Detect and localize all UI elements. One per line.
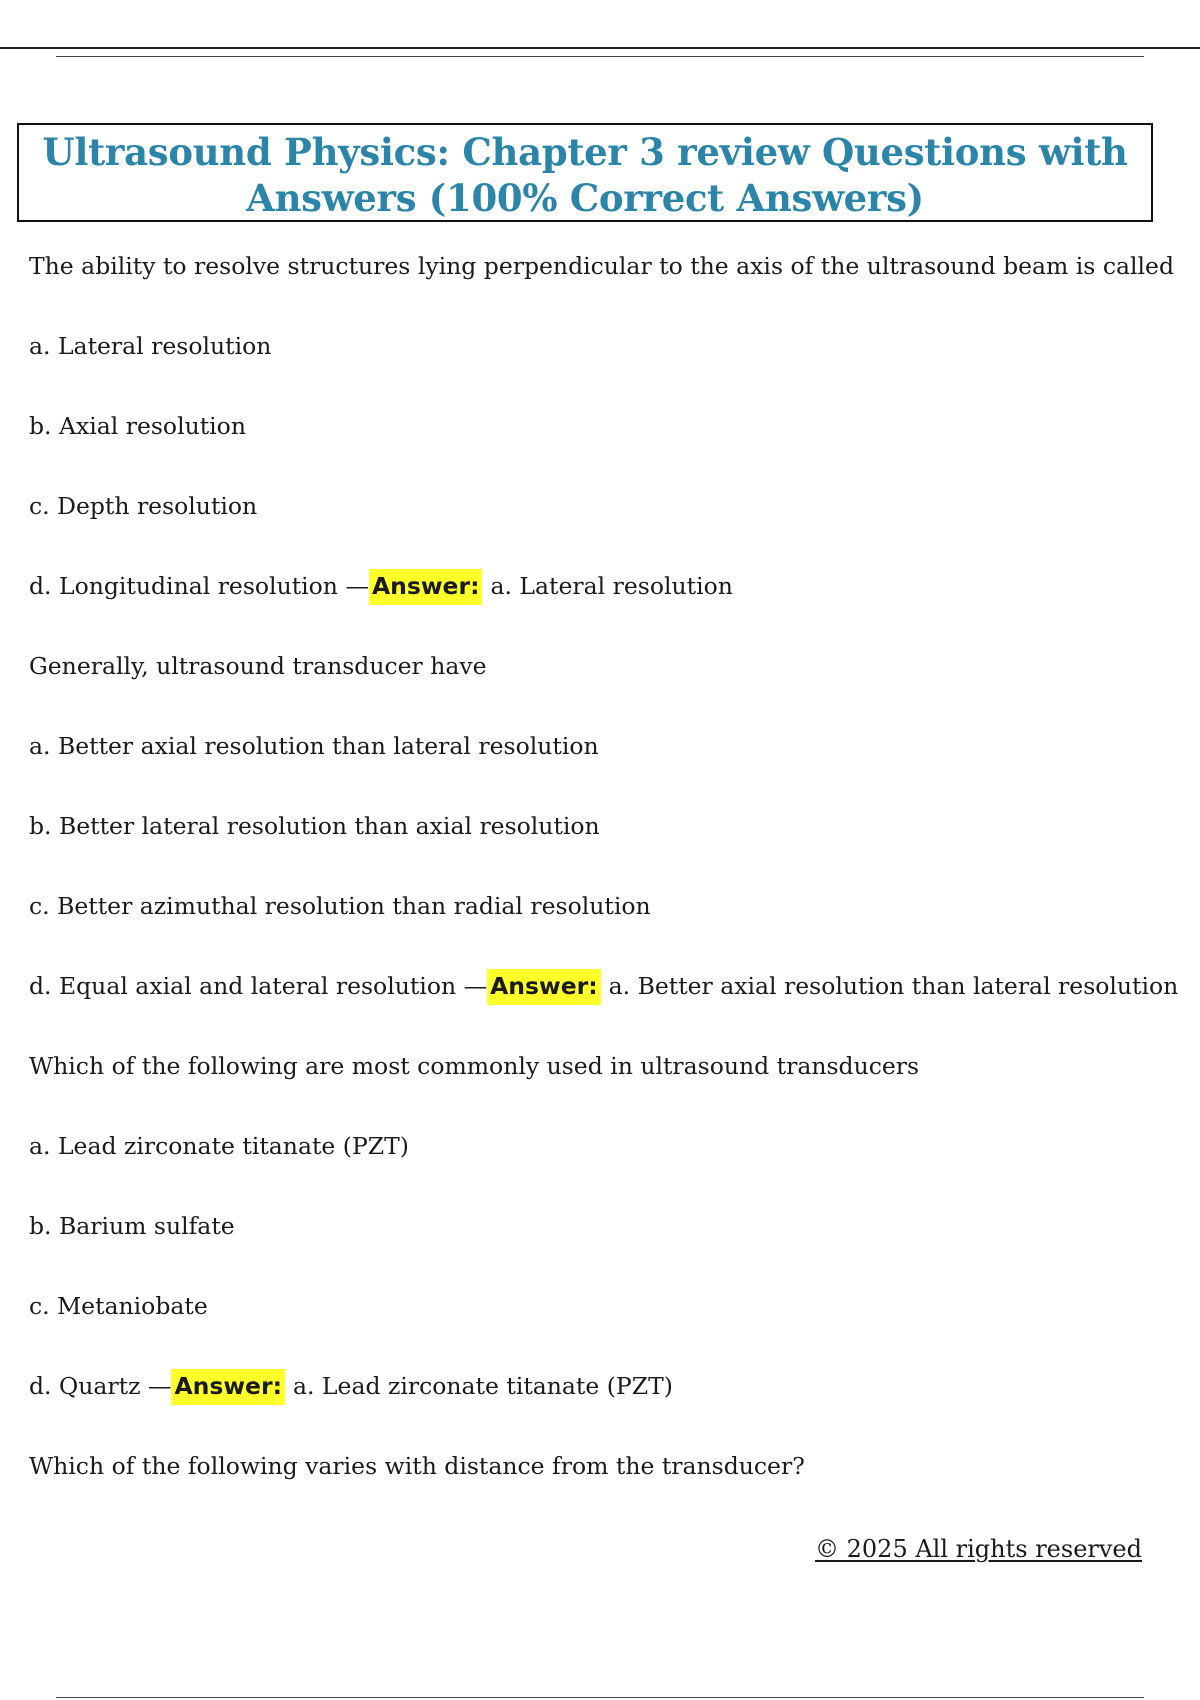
copyright-footer: © 2025 All rights reserved bbox=[815, 1535, 1142, 1563]
option-item: a. Lead zirconate titanate (PZT) bbox=[29, 1132, 409, 1160]
option-item: a. Lateral resolution bbox=[29, 332, 272, 360]
option-with-answer bbox=[29, 1369, 1169, 1449]
question-list bbox=[29, 249, 1179, 1489]
option-text: d. Quartz bbox=[29, 1372, 141, 1400]
answer-text: a. Lateral resolution bbox=[490, 572, 733, 600]
separator: — bbox=[345, 572, 369, 600]
question-prompt: Generally, ultrasound transducer have bbox=[29, 652, 487, 680]
footer-rule bbox=[56, 1697, 1144, 1698]
question-prompt: The ability to resolve structures lying perpendicular to the axis of the ultrasound beam is called bbox=[29, 252, 1174, 280]
separator: — bbox=[463, 972, 488, 1000]
title-box bbox=[17, 123, 1153, 222]
answer-text: a. Better axial resolution than lateral resolution bbox=[608, 972, 1179, 1000]
option-item: c. Depth resolution bbox=[29, 492, 258, 520]
option-with-answer bbox=[29, 969, 1179, 1049]
document-title-line-1: Ultrasound Physics: Chapter 3 review Questions with bbox=[42, 130, 1128, 174]
option-item: c. Metaniobate bbox=[29, 1292, 208, 1320]
answer-text: a. Lead zirconate titanate (PZT) bbox=[292, 1372, 673, 1400]
option-item: b. Better lateral resolution than axial resolution bbox=[29, 812, 600, 840]
option-text: d. Equal axial and lateral resolution bbox=[29, 972, 457, 1000]
document-title-line-2: Answers (100% Correct Answers) bbox=[246, 176, 924, 220]
answer-label: Answer: bbox=[487, 969, 601, 1005]
question-prompt: Which of the following are most commonly used in ultrasound transducers bbox=[29, 1052, 920, 1080]
answer-label: Answer: bbox=[369, 569, 483, 605]
option-text: d. Longitudinal resolution bbox=[29, 572, 338, 600]
separator: — bbox=[147, 1372, 172, 1400]
option-item: b. Axial resolution bbox=[29, 412, 246, 440]
option-item: b. Barium sulfate bbox=[29, 1212, 235, 1240]
option-item: c. Better azimuthal resolution than radial resolution bbox=[29, 892, 651, 920]
question-prompt: Which of the following varies with distance from the transducer? bbox=[29, 1452, 805, 1480]
option-with-answer bbox=[29, 569, 1169, 649]
header-rule-inner bbox=[56, 56, 1144, 57]
option-item: a. Better axial resolution than lateral resolution bbox=[29, 732, 599, 760]
header-rule bbox=[0, 47, 1200, 49]
answer-label: Answer: bbox=[171, 1369, 285, 1405]
